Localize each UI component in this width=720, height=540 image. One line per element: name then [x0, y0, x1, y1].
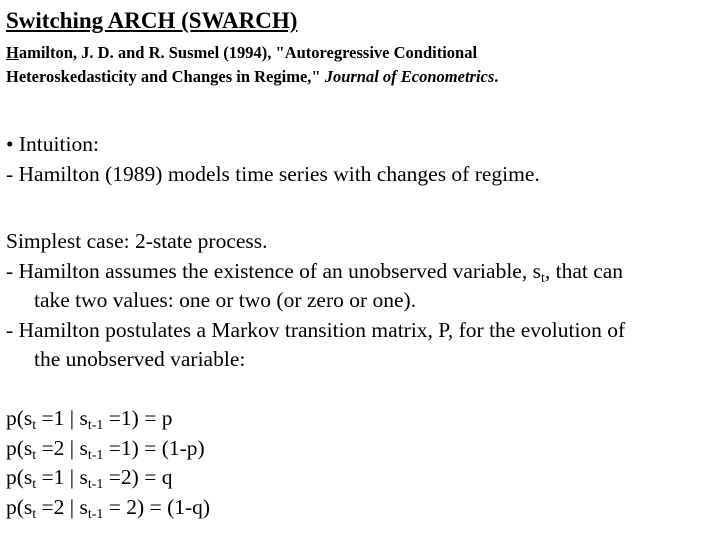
- eq-part: =1 | s: [36, 465, 88, 489]
- eq-sub: t: [32, 477, 37, 492]
- eq-sub: t-1: [87, 477, 104, 492]
- simplest-assumption: [6, 257, 710, 287]
- eq-part: =1) = (1-p): [103, 435, 205, 460]
- equation: [6, 404, 710, 434]
- eq-sub: t-1: [87, 447, 104, 463]
- simplest-heading: Simplest case: 2-state process.: [6, 229, 268, 253]
- simplest-assumption-text: - Hamilton assumes the existence of an unobserved variable, s: [6, 258, 541, 283]
- citation-line-1: [6, 41, 706, 65]
- eq-part: = 2) = (1-q): [103, 494, 211, 519]
- equation: [6, 434, 710, 464]
- citation-line-2-text: Heteroskedasticity and Changes in Regime,": [6, 67, 325, 86]
- eq-part: =1 | s: [36, 406, 88, 430]
- citation-line-2-end: .: [494, 67, 499, 86]
- citation-line-1-text: amilton, J. D. and R. Susmel (1994), "Autoregressive Conditional: [18, 43, 478, 62]
- eq-part: p(s: [6, 465, 33, 489]
- intuition-bullet: • Intuition:: [6, 132, 99, 156]
- eq-part: p(s: [6, 406, 33, 430]
- citation-line-2: [6, 65, 706, 89]
- simplest-markov: - Hamilton postulates a Markov transition matrix, P, for the evolution of: [6, 317, 626, 342]
- eq-part: =1) = p: [103, 406, 173, 430]
- eq-sub: t: [32, 506, 37, 522]
- simplest-markov-cont: the unobserved variable:: [34, 347, 246, 371]
- equations-block: [6, 404, 710, 522]
- simplest-assumption-end: , that can: [544, 258, 624, 283]
- eq-part: p(s: [6, 435, 33, 460]
- citation: [6, 41, 706, 89]
- eq-part: =2 | s: [36, 494, 88, 519]
- simplest-values: take two values: one or two (or zero or one).: [34, 288, 417, 312]
- eq-sub: t: [32, 447, 37, 463]
- equation: [6, 493, 710, 523]
- citation-first-letter: H: [6, 43, 19, 62]
- equation: [6, 463, 710, 493]
- citation-journal: Journal of Econometrics: [324, 67, 495, 86]
- eq-sub: t-1: [87, 418, 104, 433]
- intuition-block: [6, 130, 710, 189]
- simplest-assumption-sub: t: [540, 270, 545, 286]
- slide-title: Switching ARCH (SWARCH): [6, 8, 298, 33]
- eq-sub: t: [32, 418, 37, 433]
- eq-part: =2) = q: [103, 465, 173, 489]
- eq-part: =2 | s: [36, 435, 88, 460]
- eq-part: p(s: [6, 494, 33, 519]
- simplest-block: [6, 227, 710, 375]
- eq-sub: t-1: [87, 506, 104, 522]
- intuition-line: - Hamilton (1989) models time series with changes of regime.: [6, 161, 540, 186]
